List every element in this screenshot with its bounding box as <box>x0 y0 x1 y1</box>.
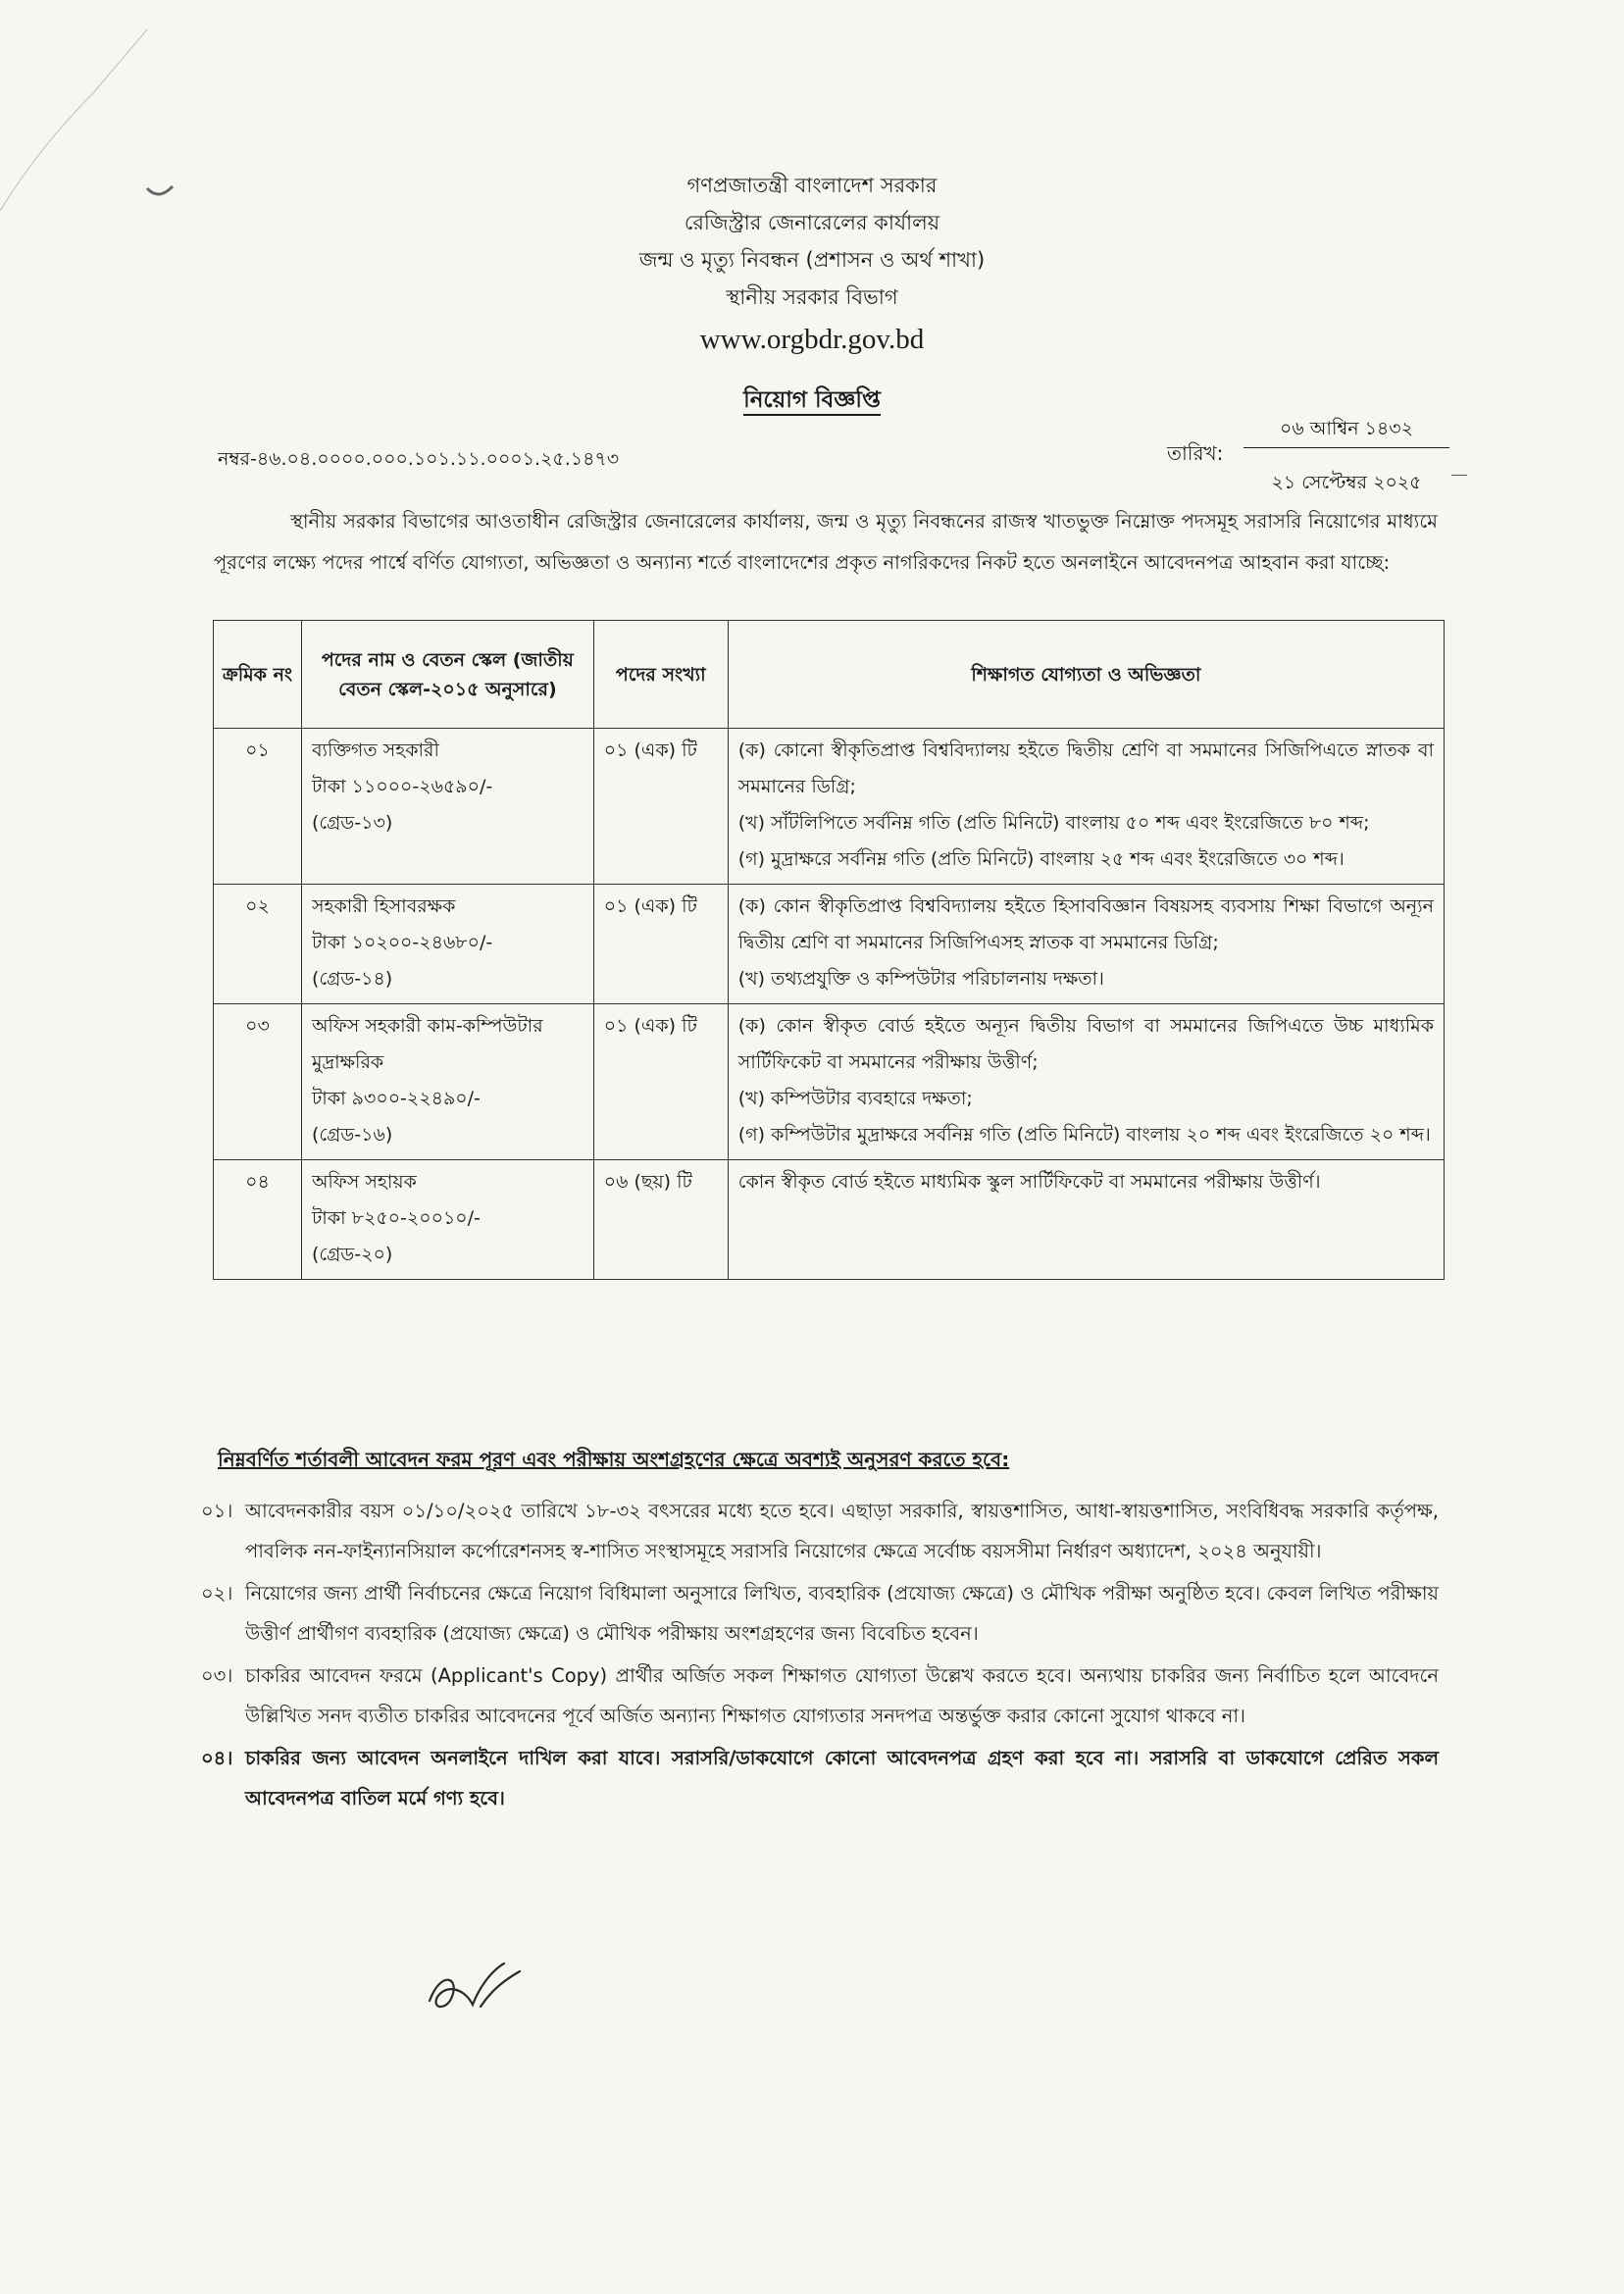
initials-signature <box>422 1950 530 2018</box>
qualification-item: (ক) কোন স্বীকৃতিপ্রাপ্ত বিশ্ববিদ্যালয় হইতে হিসাববিজ্ঞান বিষয়সহ ব্যবসায় শিক্ষা বিভাগে অন্যূন দ্বিতীয় শ্রেণি বা সমমানের সিজিপিএসহ স্নাতক বা সমমানের ডিগ্রি; <box>737 895 1434 953</box>
row-qualification <box>728 1004 1444 1160</box>
condition-number: ০৩। <box>201 1664 233 1687</box>
government-name: গণপ্রজাতন্ত্রী বাংলাদেশ সরকার <box>686 174 938 197</box>
qualification-item: কোন স্বীকৃত বোর্ড হইতে মাধ্যমিক স্কুল সার্টিফিকেট বা সমমানের পরীক্ষায় উত্তীর্ণ। <box>737 1171 1321 1193</box>
qualification-item: (খ) কম্পিউটার ব্যবহারে দক্ষতা; <box>737 1088 973 1109</box>
condition-item <box>201 1573 1439 1654</box>
table-row <box>214 885 1445 1004</box>
condition-number: ০৪। <box>201 1747 233 1769</box>
row-serial: ০২ <box>214 885 302 1004</box>
qualification-item: (খ) তথ্যপ্রযুক্তি ও কম্পিউটার পরিচালনায় দক্ষতা। <box>737 968 1104 990</box>
division-name: স্থানীয় সরকার বিভাগ <box>726 285 898 309</box>
date-bangla: ০৬ আশ্বিন ১৪৩২ <box>1243 412 1449 448</box>
table-header-row <box>214 621 1445 729</box>
header-serial: ক্রমিক নং <box>214 621 302 729</box>
table-row <box>214 1160 1445 1280</box>
qualification-item: (ক) কোন স্বীকৃত বোর্ড হইতে অন্যূন দ্বিতীয় বিভাগ বা সমমানের জিপিএতে উচ্চ মাধ্যমিক সার্টিফিকেট বা সমমানের পরীক্ষায় উত্তীর্ণ; <box>737 1015 1434 1073</box>
row-serial: ০৩ <box>214 1004 302 1160</box>
post-title: অফিস সহায়ক <box>311 1171 417 1193</box>
table-row <box>214 729 1445 885</box>
post-title: সহকারী হিসাবরক্ষক <box>311 895 456 917</box>
date-label: তারিখ: <box>1167 441 1224 465</box>
row-serial: ০১ <box>214 729 302 885</box>
intro-paragraph: স্থানীয় সরকার বিভাগের আওতাধীন রেজিস্ট্রার জেনারেলের কার্যালয়, জন্ম ও মৃত্যু নিবন্ধনের রাজস্ব খাতভুক্ত নিম্নোক্ত পদসমূহ সরাসরি নিয়োগের মাধ্যমে পূরণের লক্ষ্যে পদের পার্শ্বে বর্ণিত যোগ্যতা, অভিজ্ঞতা ও অন্যান্য শর্তে বাংলাদেশের প্রকৃত নাগরিকদের নিকট হতে অনলাইনে আবেদনপত্র আহবান করা যাচ্ছে: <box>214 510 1438 574</box>
conditions-heading: নিম্নবর্ণিত শর্তাবলী আবেদন ফরম পূরণ এবং পরীক্ষায় অংশগ্রহণের ক্ষেত্রে অবশ্যই অনুসরণ করতে হবে: <box>218 1448 1010 1471</box>
post-grade: (গ্রেড-২০) <box>311 1244 393 1265</box>
condition-item <box>201 1738 1439 1818</box>
condition-text: আবেদনকারীর বয়স ০১/১০/২০২৫ তারিখে ১৮-৩২ বৎসরের মধ্যে হতে হবে। এছাড়া সরকারি, স্বায়ত্তশাসিত, আধা-স্বায়ত্তশাসিত, সংবিধিবদ্ধ সরকারি কর্তৃপক্ষ, পাবলিক নন-ফাইন্যানসিয়াল কর্পোরেশনসহ স্ব-শাসিত সংস্থাসমূহে সরাসরি নিয়োগের ক্ষেত্রে সর্বোচ্চ বয়সসীমা নির্ধারণ অধ্যাদেশ, ২০২৪ অনুযায়ী। <box>245 1500 1439 1562</box>
table-row <box>214 1004 1445 1160</box>
row-count: ০৬ (ছয়) টি <box>593 1160 728 1280</box>
condition-number: ০২। <box>201 1582 233 1605</box>
row-qualification <box>728 885 1444 1004</box>
post-grade: (গ্রেড-১৩) <box>311 812 393 834</box>
post-pay: টাকা ৮২৫০-২০০১০/- <box>311 1207 481 1229</box>
condition-number: ০১। <box>201 1500 233 1522</box>
row-serial: ০৪ <box>214 1160 302 1280</box>
date-rule <box>1451 475 1467 476</box>
notice-title-text: নিয়োগ বিজ্ঞপ্তি <box>743 387 881 416</box>
row-post <box>301 885 593 1004</box>
row-count: ০১ (এক) টি <box>593 885 728 1004</box>
qualification-item: (ক) কোনো স্বীকৃতিপ্রাপ্ত বিশ্ববিদ্যালয় হইতে দ্বিতীয় শ্রেণি বা সমমানের সিজিপিএতে স্নাতক বা সমমানের ডিগ্রি; <box>737 739 1434 797</box>
post-pay: টাকা ১১০০০-২৬৫৯০/- <box>311 776 493 797</box>
row-qualification <box>728 1160 1444 1280</box>
condition-text: চাকরির জন্য আবেদন অনলাইনে দাখিল করা যাবে। সরাসরি/ডাকযোগে কোনো আবেদনপত্র গ্রহণ করা হবে না। সরাসরি বা ডাকযোগে প্রেরিত সকল আবেদনপত্র বাতিল মর্মে গণ্য হবে। <box>245 1747 1439 1810</box>
header-post: পদের নাম ও বেতন স্কেল (জাতীয় বেতন স্কেল-২০১৫ অনুসারে) <box>301 621 593 729</box>
condition-item <box>201 1656 1439 1736</box>
row-post <box>301 1160 593 1280</box>
qualification-item: (গ) মুদ্রাক্ষরে সর্বনিম্ন গতি (প্রতি মিনিটে) বাংলায় ২৫ শব্দ এবং ইংরেজিতে ৩০ শব্দ। <box>737 848 1345 870</box>
qualification-item: (গ) কম্পিউটার মুদ্রাক্ষরে সর্বনিম্ন গতি (প্রতি মিনিটে) বাংলায় ২০ শব্দ এবং ইংরেজিতে ২০ শব্দ। <box>737 1124 1431 1146</box>
post-pay: টাকা ৯৩০০-২২৪৯০/- <box>311 1088 481 1109</box>
website-url: www.orgbdr.gov.bd <box>699 324 925 355</box>
office-header <box>0 167 1624 361</box>
date-english: ২১ সেপ্টেম্বর ২০২৫ <box>1271 472 1422 493</box>
post-pay: টাকা ১০২০০-২৪৬৮০/- <box>311 932 493 953</box>
condition-item <box>201 1491 1439 1571</box>
post-grade: (গ্রেড-১৬) <box>311 1124 393 1146</box>
memo-number: নম্বর-৪৬.০৪.০০০০.০০০.১০১.১১.০০০১.২৫.১৪৭৩ <box>218 448 620 470</box>
post-title: অফিস সহকারী কাম-কম্পিউটার মুদ্রাক্ষরিক <box>311 1015 543 1073</box>
condition-text: নিয়োগের জন্য প্রার্থী নির্বাচনের ক্ষেত্রে নিয়োগ বিধিমালা অনুসারে লিখিত, ব্যবহারিক (প্রযোজ্য ক্ষেত্রে) ও মৌখিক পরীক্ষা অনুষ্ঠিত হবে। কেবল লিখিত পরীক্ষায় উত্তীর্ণ প্রার্থীগণ ব্যবহারিক (প্রযোজ্য ক্ষেত্রে) ও মৌখিক পরীক্ষায় অংশগ্রহণের জন্য বিবেচিত হবেন। <box>245 1582 1439 1645</box>
row-post <box>301 1004 593 1160</box>
conditions-list <box>201 1491 1439 1820</box>
condition-text: চাকরির আবেদন ফরমে (Applicant's Copy) প্রার্থীর অর্জিত সকল শিক্ষাগত যোগ্যতা উল্লেখ করতে হবে। অন্যথায় চাকরির জন্য নির্বাচিত হলে আবেদনে উল্লিখিত সনদ ব্যতীত চাকরির আবেদনের পূর্বে অর্জিত অন্যান্য শিক্ষাগত যোগ্যতার সনদপত্র অন্তর্ভুক্ত করার কোনো সুযোগ থাকবে না। <box>245 1664 1439 1727</box>
branch-name: জন্ম ও মৃত্যু নিবন্ধন (প্রশাসন ও অর্থ শাখা) <box>638 248 986 272</box>
date-block <box>1243 412 1449 499</box>
post-title: ব্যক্তিগত সহকারী <box>311 739 439 761</box>
post-grade: (গ্রেড-১৪) <box>311 968 393 990</box>
row-count: ০১ (এক) টি <box>593 1004 728 1160</box>
office-name: রেজিস্ট্রার জেনারেলের কার্যালয় <box>684 211 940 234</box>
row-count: ০১ (এক) টি <box>593 729 728 885</box>
qualification-item: (খ) সাঁটলিপিতে সর্বনিম্ন গতি (প্রতি মিনিটে) বাংলায় ৫০ শব্দ এবং ইংরেজিতে ৮০ শব্দ; <box>737 812 1370 834</box>
row-qualification <box>728 729 1444 885</box>
row-post <box>301 729 593 885</box>
header-qualification: শিক্ষাগত যোগ্যতা ও অভিজ্ঞতা <box>728 621 1444 729</box>
posts-table <box>213 620 1445 1280</box>
header-count: পদের সংখ্যা <box>593 621 728 729</box>
